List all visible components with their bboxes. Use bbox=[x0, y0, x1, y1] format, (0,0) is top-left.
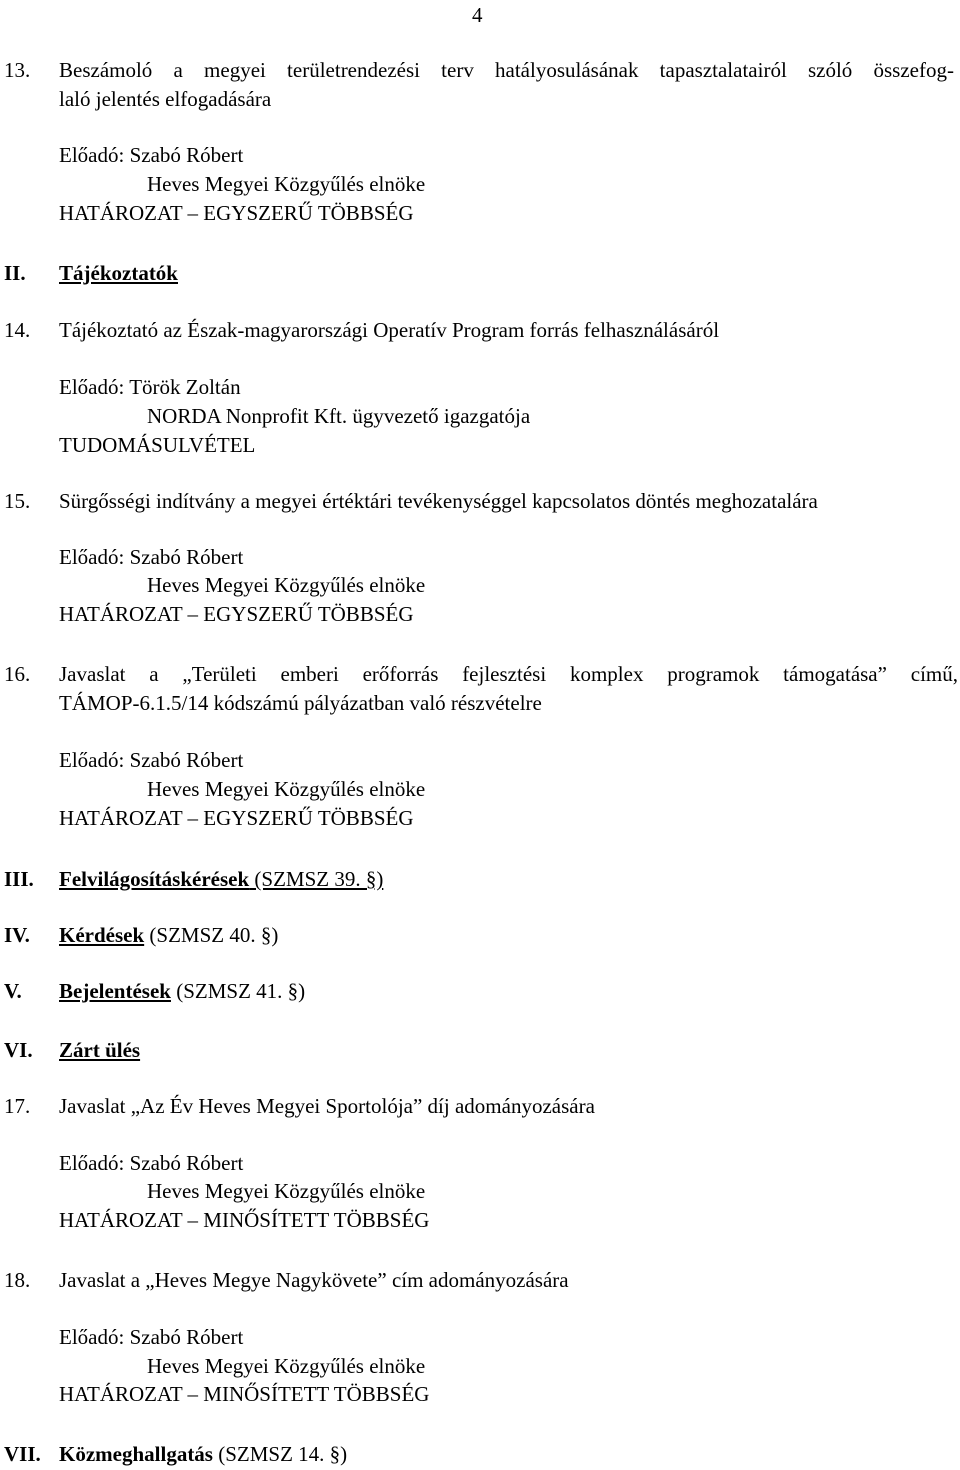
decision-type: HATÁROZAT – EGYSZERŰ TÖBBSÉG bbox=[59, 806, 414, 830]
item-title-cont: TÁMOP-6.1.5/14 kódszámú pályázatban való részvételre bbox=[59, 691, 542, 715]
section-number: V. bbox=[4, 979, 22, 1003]
item-number: 14. bbox=[4, 318, 31, 342]
section-title: Zárt ülés bbox=[59, 1038, 141, 1062]
presenter: Előadó: Szabó Róbert bbox=[59, 143, 244, 167]
section-number: II. bbox=[4, 261, 26, 285]
item-title-cont: laló jelentés elfogadására bbox=[59, 87, 272, 111]
item-number: 15. bbox=[4, 489, 31, 513]
section-number: IV. bbox=[4, 923, 30, 947]
section-reference: (SZMSZ 39. §) bbox=[249, 867, 384, 891]
item-number: 17. bbox=[4, 1094, 31, 1118]
decision-type: HATÁROZAT – EGYSZERŰ TÖBBSÉG bbox=[59, 602, 414, 626]
section-reference: (SZMSZ 14. §) bbox=[212, 1442, 348, 1466]
presenter-role: Heves Megyei Közgyűlés elnöke bbox=[147, 777, 426, 801]
presenter-role: Heves Megyei Közgyűlés elnöke bbox=[147, 573, 426, 597]
item-title: Tájékoztató az Észak-magyarországi Operatív Program forrás felhasználásáról bbox=[59, 318, 720, 342]
section-number: VII. bbox=[4, 1442, 41, 1466]
presenter-role: NORDA Nonprofit Kft. ügyvezető igazgatója bbox=[147, 404, 531, 428]
item-title: Javaslat a „Területi emberi erőforrás fejlesztési komplex programok támogatása” című, bbox=[59, 662, 958, 686]
decision-type: HATÁROZAT – MINŐSÍTETT TÖBBSÉG bbox=[59, 1208, 430, 1232]
presenter: Előadó: Szabó Róbert bbox=[59, 545, 244, 569]
item-title: Javaslat „Az Év Heves Megyei Sportolója” díj adományozására bbox=[59, 1094, 595, 1118]
page-number: 4 bbox=[472, 3, 483, 27]
item-number: 16. bbox=[4, 662, 31, 686]
item-number: 18. bbox=[4, 1268, 31, 1292]
item-title: Beszámoló a megyei területrendezési terv hatályosulásának tapasztalatairól szóló összefog- bbox=[59, 58, 954, 82]
presenter: Előadó: Szabó Róbert bbox=[59, 748, 244, 772]
item-number: 13. bbox=[4, 58, 31, 82]
decision-type: HATÁROZAT – EGYSZERŰ TÖBBSÉG bbox=[59, 201, 414, 225]
section-title: Tájékoztatók bbox=[59, 261, 178, 285]
presenter-role: Heves Megyei Közgyűlés elnöke bbox=[147, 172, 426, 196]
decision-type: HATÁROZAT – MINŐSÍTETT TÖBBSÉG bbox=[59, 1382, 430, 1406]
item-title: Javaslat a „Heves Megye Nagykövete” cím adományozására bbox=[59, 1268, 569, 1292]
section-title: Közmeghallgatás bbox=[59, 1442, 213, 1466]
item-title: Sürgősségi indítvány a megyei értéktári tevékenységgel kapcsolatos döntés meghozatalára bbox=[59, 489, 818, 513]
section-number: III. bbox=[4, 867, 34, 891]
presenter: Előadó: Török Zoltán bbox=[59, 375, 241, 399]
presenter-role: Heves Megyei Közgyűlés elnöke bbox=[147, 1179, 426, 1203]
section-reference: (SZMSZ 41. §) bbox=[170, 979, 306, 1003]
section-title: Kérdések bbox=[59, 923, 145, 947]
decision-type: TUDOMÁSULVÉTEL bbox=[59, 433, 256, 457]
presenter: Előadó: Szabó Róbert bbox=[59, 1151, 244, 1175]
section-title: Felvilágosításkérések bbox=[59, 867, 250, 891]
presenter-role: Heves Megyei Közgyűlés elnöke bbox=[147, 1354, 426, 1378]
presenter: Előadó: Szabó Róbert bbox=[59, 1325, 244, 1349]
section-number: VI. bbox=[4, 1038, 33, 1062]
section-title: Bejelentések bbox=[59, 979, 171, 1003]
section-reference: (SZMSZ 40. §) bbox=[144, 923, 279, 947]
